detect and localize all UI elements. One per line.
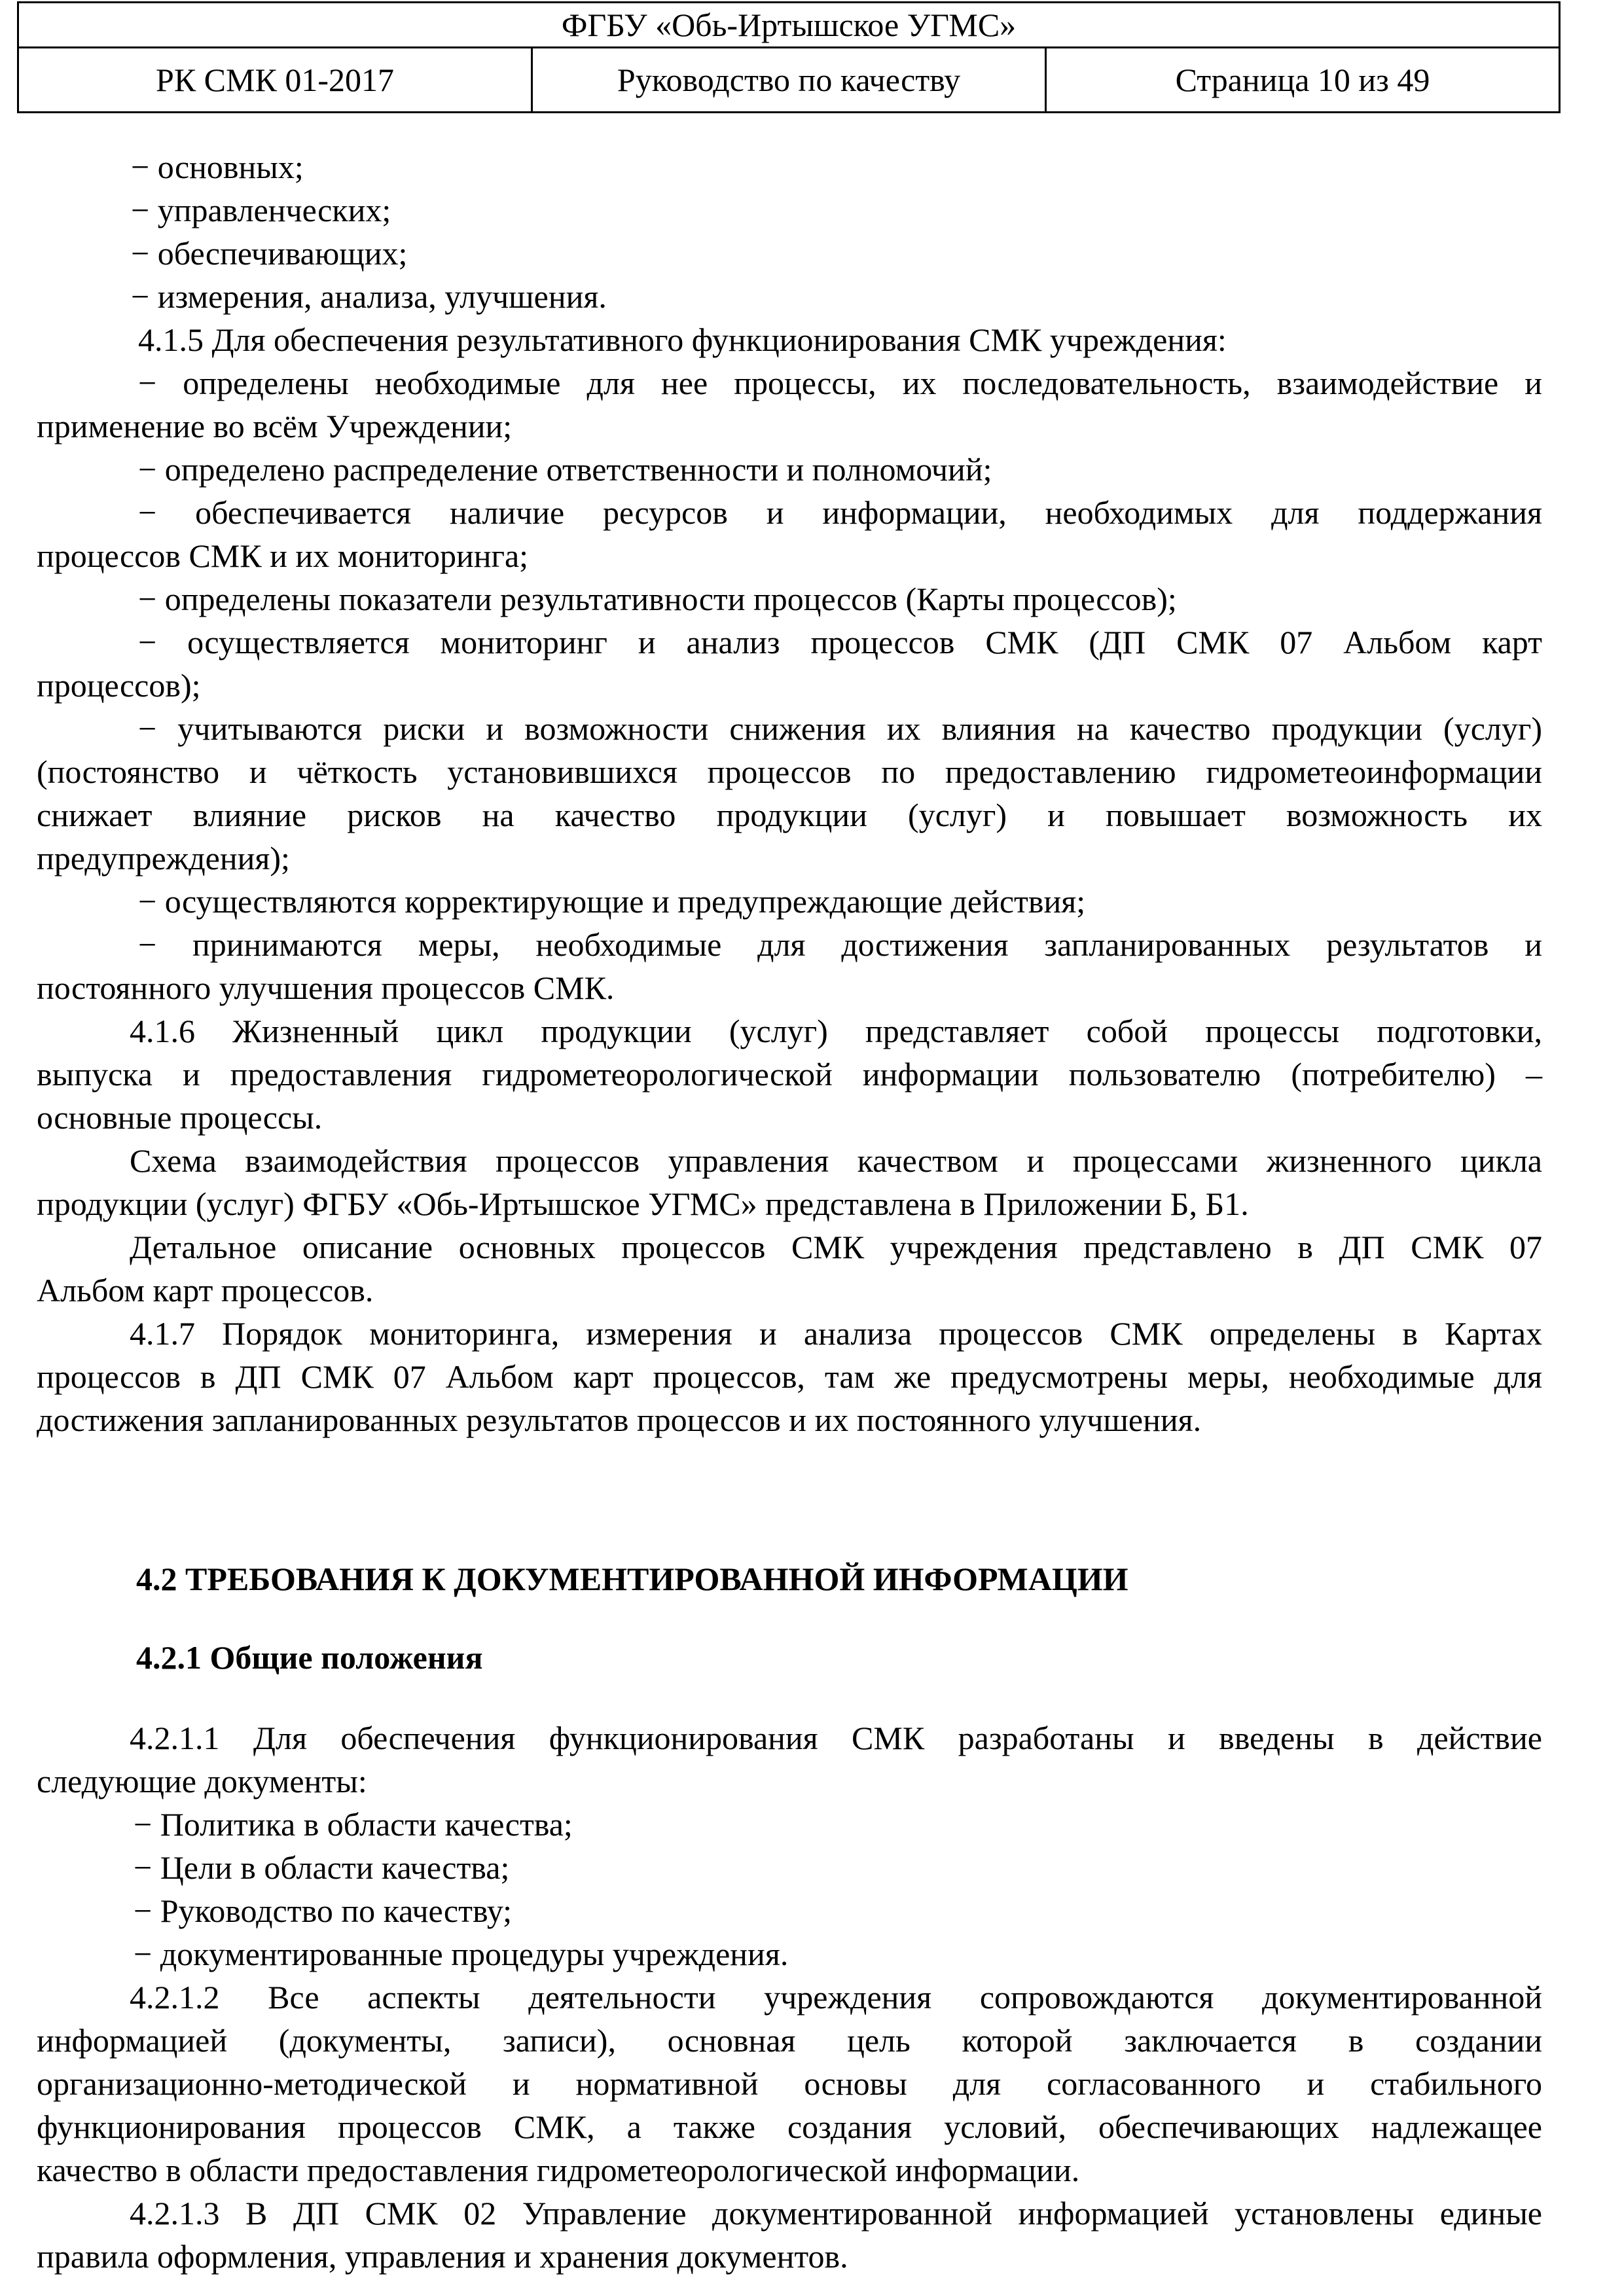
paragraph-line: 4.1.6 Жизненный цикл продукции (услуг) представляет собой процессы подготовки,: [130, 1013, 1542, 1049]
organization-name: ФГБУ «Обь-Иртышское УГМС»: [18, 3, 1560, 48]
paragraph-line: основные процессы.: [37, 1099, 323, 1136]
paragraph-line: предупреждения);: [37, 840, 290, 877]
paragraph-line: 4.2.1.1 Для обеспечения функционирования СМК разработаны и введены в действие: [130, 1720, 1542, 1756]
list-item: − основных;: [131, 149, 304, 185]
paragraph-line: правила оформления, управления и хранения документов.: [37, 2238, 848, 2275]
paragraph-line: Альбом карт процессов.: [37, 1272, 374, 1309]
document-code: РК СМК 01-2017: [18, 48, 532, 113]
paragraph-line: качество в области предоставления гидрометеорологической информации.: [37, 2152, 1080, 2188]
list-item: − Цели в области качества;: [134, 1849, 510, 1886]
list-item: − измерения, анализа, улучшения.: [131, 278, 607, 315]
paragraph-line: процессов);: [37, 667, 201, 704]
list-item: − документированные процедуры учреждения.: [134, 1936, 789, 1972]
paragraph-line: 4.1.7 Порядок мониторинга, измерения и анализа процессов СМК определены в Картах: [130, 1315, 1542, 1352]
paragraph-line: организационно-методической и нормативной основы для согласованного и стабильного: [37, 2065, 1542, 2102]
paragraph-line: 4.1.5 Для обеспечения результативного функционирования СМК учреждения:: [138, 321, 1227, 358]
paragraph-line: процессов СМК и их мониторинга;: [37, 537, 529, 574]
paragraph-line: 4.2.1.2 Все аспекты деятельности учреждения сопровождаются документированной: [130, 1979, 1542, 2016]
section-gap: [37, 1441, 1542, 1557]
section-gap: [37, 1680, 1542, 1716]
list-item: − Руководство по качеству;: [134, 1892, 513, 1929]
paragraph-line: (постоянство и чёткость установившихся процессов по предоставлению гидрометеоинформации: [37, 753, 1542, 790]
page-number: Страница 10 из 49: [1046, 48, 1560, 113]
list-item: − Политика в области качества;: [134, 1806, 573, 1843]
list-item: − определены необходимые для нее процессы, их последовательность, взаимодействие и: [138, 365, 1542, 401]
paragraph-line: применение во всём Учреждении;: [37, 408, 513, 444]
subsection-heading: 4.2.1 Общие положения: [136, 1639, 483, 1676]
section-heading: 4.2 ТРЕБОВАНИЯ К ДОКУМЕНТИРОВАННОЙ ИНФОРМАЦИИ: [136, 1561, 1128, 1597]
paragraph-line: функционирования процессов СМК, а также создания условий, обеспечивающих надлежащее: [37, 2108, 1542, 2145]
paragraph-line: выпуска и предоставления гидрометеорологической информации пользователю (потребителю) –: [37, 1056, 1542, 1093]
list-item: − определены показатели результативности процессов (Карты процессов);: [138, 581, 1177, 617]
document-body: [37, 145, 1542, 2278]
paragraph-line: достижения запланированных результатов процессов и их постоянного улучшения.: [37, 1401, 1202, 1438]
section-gap: [37, 1601, 1542, 1635]
paragraph-line: следующие документы:: [37, 1763, 367, 1799]
paragraph-line: Схема взаимодействия процессов управления качеством и процессами жизненного цикла: [130, 1142, 1542, 1179]
paragraph-line: процессов в ДП СМК 07 Альбом карт процессов, там же предусмотрены меры, необходимые для: [37, 1358, 1542, 1395]
list-item: − принимаются меры, необходимые для достижения запланированных результатов и: [138, 926, 1542, 963]
paragraph-line: информацией (документы, записи), основная цель которой заключается в создании: [37, 2022, 1542, 2059]
document-header-table: [17, 1, 1561, 113]
paragraph-line: снижает влияние рисков на качество продукции (услуг) и повышает возможность их: [37, 797, 1542, 833]
list-item: − учитываются риски и возможности снижения их влияния на качество продукции (услуг): [138, 710, 1542, 747]
list-item: − определено распределение ответственности и полномочий;: [138, 451, 992, 488]
list-item: − обеспечивающих;: [131, 235, 408, 272]
paragraph-line: продукции (услуг) ФГБУ «Обь-Иртышское УГМС» представлена в Приложении Б, Б1.: [37, 1185, 1249, 1222]
paragraph-line: Детальное описание основных процессов СМК учреждения представлено в ДП СМК 07: [130, 1229, 1542, 1265]
list-item: − обеспечивается наличие ресурсов и информации, необходимых для поддержания: [138, 494, 1542, 531]
list-item: − управленческих;: [131, 192, 391, 228]
list-item: − осуществляется мониторинг и анализ процессов СМК (ДП СМК 07 Альбом карт: [138, 624, 1542, 660]
list-item: − осуществляются корректирующие и предупреждающие действия;: [138, 883, 1086, 920]
paragraph-line: постоянного улучшения процессов СМК.: [37, 969, 615, 1006]
document-title: Руководство по качеству: [532, 48, 1046, 113]
paragraph-line: 4.2.1.3 В ДП СМК 02 Управление документированной информацией установлены единые: [130, 2195, 1542, 2232]
